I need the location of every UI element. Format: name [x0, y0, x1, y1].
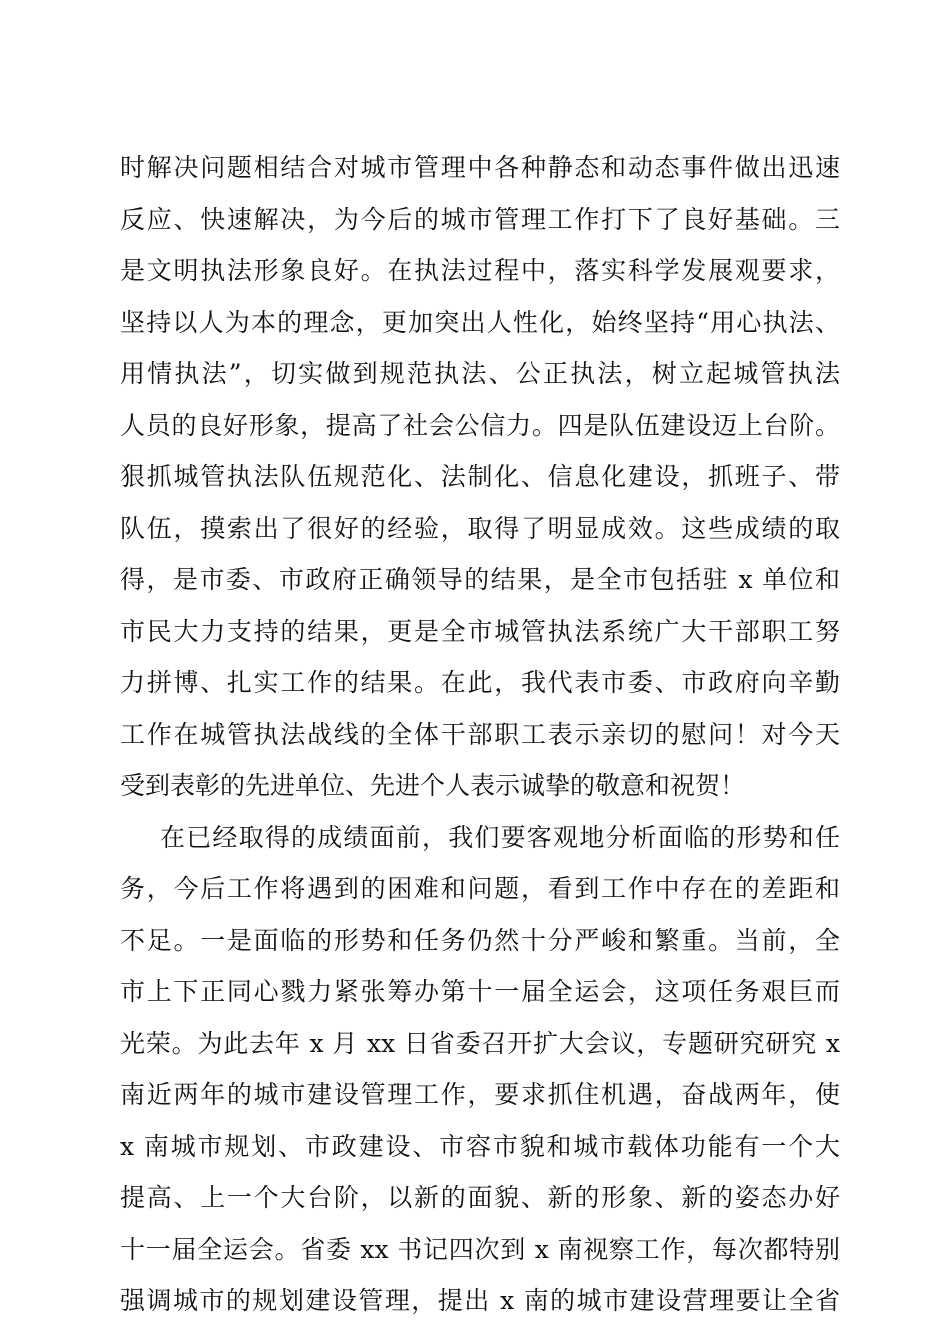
text-line-1: 时解决问题相结合对城市管理中各种静态和动态事件做出迅速 — [120, 153, 840, 182]
text-line-17: 市上下正同心戮力紧张筹办第十一届全运会，这项任务艰巨而 — [120, 977, 840, 1006]
text-line-15: 务，今后工作将遇到的困难和问题，看到工作中存在的差距和 — [120, 874, 840, 903]
text-line-10: 市民大力支持的结果，更是全市城管执法系统广大干部职工努 — [120, 616, 840, 646]
text-line-22: 十一届全运会。省委 xx 书记四次到 x 南视察工作，每次都特别 — [120, 1234, 840, 1264]
text-line-3: 是文明执法形象良好。在执法过程中，落实科学发展观要求， — [120, 256, 840, 285]
text-line-8: 队伍，摸索出了很好的经验，取得了明显成效。这些成绩的取 — [120, 513, 840, 543]
text-line-13: 受到表彰的先进单位、先进个人表示诚挚的敬意和祝贺！ — [120, 771, 746, 800]
text-line-20: x 南城市规划、市政建设、市容市貌和城市载体功能有一个大 — [120, 1131, 840, 1161]
text-line-6: 人员的良好形象，提高了社会公信力。四是队伍建设迈上台阶。 — [120, 410, 840, 440]
text-line-5: 用情执法”，切实做到规范执法、公正执法，树立起城管执法 — [120, 359, 840, 388]
body-text — [120, 142, 840, 1327]
text-line-23: 强调城市的规划建设管理，提出 x 南的城市建设营理要让全省 — [120, 1286, 840, 1315]
text-line-21: 提高、上一个大台阶，以新的面貌、新的形象、新的姿态办好 — [120, 1183, 840, 1212]
text-line-11: 力拼博、扎实工作的结果。在此，我代表市委、市政府向辛勤 — [120, 668, 840, 697]
text-line-19: 南近两年的城市建设管理工作，要求抓住机遇，奋战两年，使 — [120, 1080, 840, 1109]
text-line-7: 狠抓城管执法队伍规范化、法制化、信息化建设，抓班子、带 — [120, 462, 840, 491]
text-line-4: 坚持以人为本的理念，更加突出人性化，始终坚持“用心执法、 — [120, 307, 840, 337]
text-line-14: 在已经取得的成绩面前，我们要客观地分析面临的形势和任 — [160, 822, 840, 852]
text-line-9: 得，是市委、市政府正确领导的结果，是全市包括驻 x 单位和 — [120, 565, 840, 594]
text-line-16: 不足。一是面临的形势和任务仍然十分严峻和繁重。当前，全 — [120, 925, 840, 955]
text-line-2: 反应、快速解决，为今后的城市管理工作打下了良好基础。三 — [120, 204, 840, 234]
text-line-18: 光荣。为此去年 x 月 xx 日省委召开扩大会议，专题研究研究 x — [120, 1028, 840, 1058]
text-line-12: 工作在城管执法战线的全体干部职工表示亲切的慰问！对今天 — [120, 719, 840, 749]
